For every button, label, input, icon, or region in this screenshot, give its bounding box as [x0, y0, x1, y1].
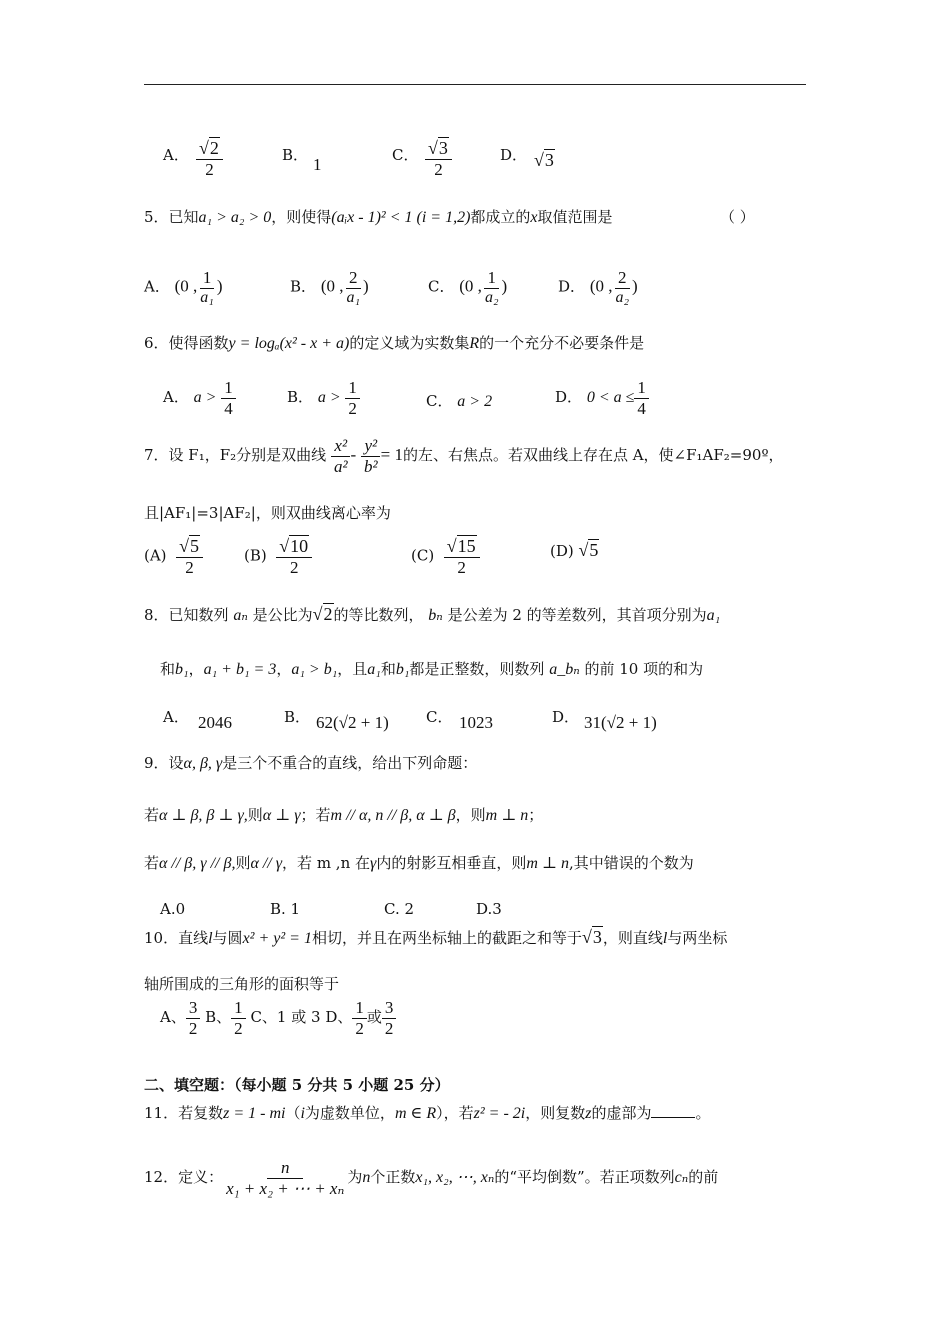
q4-option-b-label: B． [282, 146, 309, 164]
q9-line2: 若α ⊥ β, β ⊥ γ,则α ⊥ γ；若m // α, n // β, α ⊥ β，则m ⊥ n； [144, 806, 544, 824]
q10-stem: 10．直线l与圆x² + y² = 1相切，并且在两坐标轴上的截距之和等于√3，则直线l与两坐标 [144, 927, 728, 947]
q6-stem: 6．使得函数y = logₐ(x² - x + a)的定义域为实数集R的一个充分不必要条件是 [144, 334, 645, 352]
q4-option-b-value: 1 [313, 155, 322, 174]
q7-option-d: (D) √5 [550, 540, 599, 560]
q8-option-b: B． [284, 708, 311, 726]
q8-option-d-value: 31(√2 + 1) [584, 713, 657, 732]
q4-option-d-value: √3 [534, 150, 554, 170]
q5-option-a: A． (0 , $\frac{1}{\text{a₁}}$ ) [144, 268, 223, 306]
q8-line2: 和b₁，a₁ + b₁ = 3，a₁ > b₁，且a₁和b₁都是正整数，则数列 a_bₙ 的前 10 项的和为 [160, 660, 704, 678]
q9-option-a: A.0 [160, 900, 186, 918]
q4-option-c-label: C． [392, 146, 419, 164]
q5-option-c: C． (0 , $\frac{1}{\text{a₂}}$ ) [428, 268, 508, 306]
section-2-heading: 二、填空题：（每小题 5 分共 5 小题 25 分） [144, 1076, 450, 1094]
q6-option-a: A． a > $\frac{1}{4}$ [163, 378, 236, 418]
q5-answer-paren: （ ） [720, 208, 755, 226]
q12-stem: 12．定义： $\frac{n}{\text{x₁ + x₂ + ⋯ + xₙ}}$ 为n个正数x₁, x₂, ⋯, xₙ的“平均倒数”。若正项数列cₙ的前 [144, 1158, 719, 1198]
q9-option-b: B. 1 [270, 900, 301, 918]
q4-option-a-value: $\frac{√2}{2}$ [196, 138, 223, 179]
q5-stem: 5．已知a₁ > a₂ > 0，则使得(aᵢx - 1)² < 1 (i = 1,2)都成立的x取值范围是 [144, 208, 613, 226]
q10-line2: 轴所围成的三角形的面积等于 [144, 975, 340, 993]
q8-stem: 8．已知数列 aₙ 是公比为√2的等比数列， bₙ 是公差为 2 的等差数列，其首项分别为a₁ [144, 604, 721, 624]
q9-option-c: C. 2 [384, 900, 415, 918]
q6-option-c: C． a > 2 [426, 392, 493, 410]
q7-stem: 7．设 F₁，F₂分别是双曲线 $\frac{\text{x²}}{\text{a²}}$ - $\frac{\text{y²}}{\text{b²}}$ = 1的左、右焦点。若双曲线上存在点 A，使∠F₁AF₂=90º， [144, 436, 784, 476]
q7-line2: 且|AF₁|=3|AF₂|，则双曲线离心率为 [144, 504, 391, 522]
q8-option-a: A． [163, 708, 189, 726]
q7-option-b: (B) $\frac{√10}{2}$ [244, 536, 312, 577]
q9-option-d: D.3 [476, 900, 502, 918]
q10-options: A、 $\frac{3}{2}$ B、 $\frac{1}{2}$ C、1 或 3 D、 $\frac{1}{2}$ 或 $\frac{3}{2}$ [160, 998, 396, 1038]
q8-option-a-value: 2046 [198, 713, 232, 732]
q7-option-a: (A) $\frac{√5}{2}$ [144, 536, 203, 577]
q4-option-d-label: D． [500, 146, 528, 164]
q8-option-b-value: 62(√2 + 1) [316, 713, 389, 732]
q11-stem: 11．若复数z = 1 - mi（i为虚数单位，m ∈ R），若z² = - 2i，则复数z的虚部为 。 [144, 1104, 711, 1122]
q9-stem: 9．设α, β, γ是三个不重合的直线，给出下列命题： [144, 754, 478, 772]
q11-answer-blank [651, 1117, 695, 1118]
q4-option-a-label: A． [163, 146, 189, 164]
q9-line3: 若α // β, γ // β,则α // γ，若 m ,n 在γ内的射影互相垂直，则m ⊥ n,其中错误的个数为 [144, 854, 694, 872]
q7-option-c: (C) $\frac{√15}{2}$ [411, 536, 480, 577]
q5-option-d: D． (0 , $\frac{2}{\text{a₂}}$ ) [558, 268, 638, 306]
q5-option-b: B． (0 , $\frac{2}{\text{a₁}}$ ) [290, 268, 369, 306]
q4-option-c-value: $\frac{√3}{2}$ [425, 138, 452, 179]
q8-option-c-value: 1023 [459, 713, 493, 732]
q6-option-b: B． a > $\frac{1}{2}$ [287, 378, 360, 418]
header-rule [144, 84, 806, 85]
sqrt-2: √2 [196, 138, 223, 160]
q8-option-d: D． [552, 708, 580, 726]
q8-option-c: C． [426, 708, 453, 726]
q6-option-d: D． 0 < a ≤ $\frac{1}{4}$ [555, 378, 649, 418]
